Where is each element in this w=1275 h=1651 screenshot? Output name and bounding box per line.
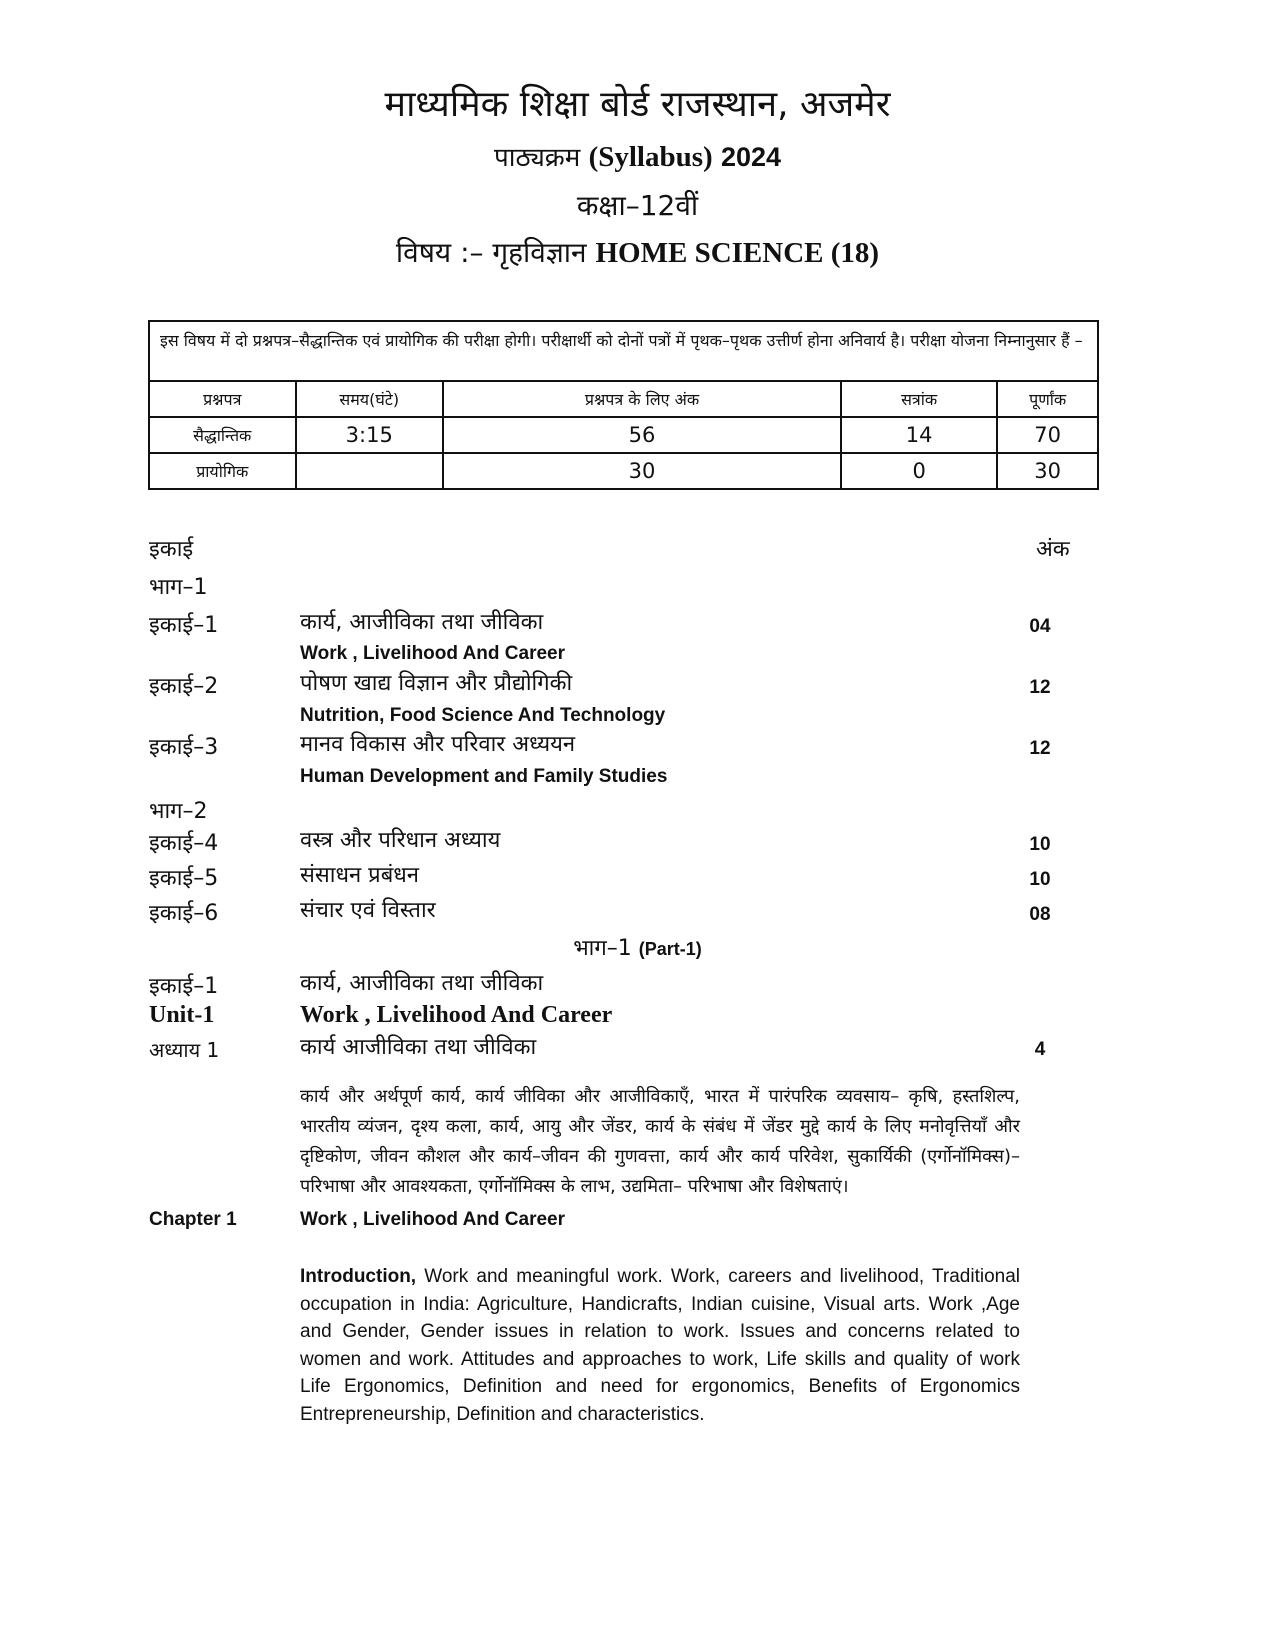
detail-unit-name-hi: कार्य, आजीविका तथा जीविका	[300, 971, 544, 996]
marks-col-label: अंक	[1036, 537, 1070, 562]
table-row	[150, 417, 1097, 453]
syllabus-year: 2024	[720, 142, 782, 172]
unit-2-marks: 12	[1029, 677, 1051, 698]
intro-label: Introduction,	[300, 1266, 417, 1287]
syllabus-title	[0, 138, 1275, 174]
exam-scheme-box	[148, 320, 1099, 490]
intro-text: Work and meaningful work. Work, careers and livelihood, Traditional occupation in India: Agriculture, Handicrafts, Indian cuisine, Visual arts. Work ,Age and Gender, Gender issues in relation to work. Issues and concerns related to women and work. Attitudes and approaches to work, Life skills and quality of work Life Ergonomics, Definition and need for ergonomics, Benefits of Ergonomics Entrepreneurship, Definition and characteristics.	[300, 1266, 1020, 1425]
exam-note: इस विषय में दो प्रश्नपत्र–सैद्धान्तिक एवं प्रायोगिक की परीक्षा होगी। परीक्षार्थी को दोनों पत्रों में पृथक–पृथक उत्तीर्ण होना अनिवार्य है। परीक्षा योजना निम्नानुसार हैं –	[150, 322, 1097, 382]
chapter-1-label-hi: अध्याय 1	[149, 1038, 220, 1062]
unit-6-code: इकाई–6	[149, 901, 219, 926]
col-sessional: सत्रांक	[841, 382, 997, 417]
subject-en: HOME SCIENCE (18)	[595, 237, 880, 269]
cell-paper-marks: 30	[443, 453, 841, 488]
unit-1-name-hi: कार्य, आजीविका तथा जीविका	[300, 610, 544, 635]
unit-2-name-hi: पोषण खाद्य विज्ञान और प्रौद्योगिकी	[300, 671, 573, 696]
unit-2-name-en: Nutrition, Food Science And Technology	[300, 705, 666, 726]
cell-sessional: 14	[841, 417, 997, 453]
unit-3-code: इकाई–3	[149, 735, 219, 760]
unit-1-code: इकाई–1	[149, 613, 219, 638]
unit-3-name-hi: मानव विकास और परिवार अध्ययन	[300, 732, 576, 757]
part-1-heading	[0, 932, 1275, 962]
class-title: कक्षा–12वीं	[576, 189, 699, 222]
unit-3-name-en: Human Development and Family Studies	[300, 766, 668, 787]
syllabus-en: (Syllabus)	[588, 141, 713, 173]
subject-hi: विषय :– गृहविज्ञान	[395, 236, 587, 269]
cell-paper-marks: 56	[443, 417, 841, 453]
part-1-heading-en: (Part-1)	[638, 939, 702, 959]
unit-2-code: इकाई–2	[149, 674, 219, 699]
unit-4-marks: 10	[1029, 834, 1051, 855]
chapter-1-name-en: Work , Livelihood And Career	[300, 1209, 565, 1230]
subject-title	[0, 233, 1275, 271]
unit-1-name-en: Work , Livelihood And Career	[300, 643, 565, 664]
unit-3-marks: 12	[1029, 738, 1051, 759]
cell-paper: प्रायोगिक	[150, 453, 296, 488]
units-col-label: इकाई	[149, 537, 194, 562]
unit-5-code: इकाई–5	[149, 866, 219, 891]
unit-6-marks: 08	[1029, 904, 1051, 925]
cell-time	[296, 453, 444, 488]
unit-4-code: इकाई–4	[149, 831, 219, 856]
detail-unit-code-hi: इकाई–1	[149, 974, 219, 999]
col-total: पूर्णांक	[997, 382, 1097, 417]
cell-total: 70	[997, 417, 1097, 453]
chapter-1-marks: 4	[1034, 1039, 1046, 1060]
chapter-1-description-hi: कार्य और अर्थपूर्ण कार्य, कार्य जीविका और आजीविकाएँ, भारत में पारंपरिक व्यवसाय– कृषि, हस्तशिल्प, भारतीय व्यंजन, दृश्य कला, कार्य, आयु और जेंडर, कार्य के संबंध में जेंडर मुद्दे कार्य के लिए मनोवृत्तियाँ और दृष्टिकोण, जीवन कौशल और कार्य–जीवन की गुणवत्ता, कार्य और कार्य परिवेश, सुकार्यिकी (एर्गोनॉमिक्स)–परिभाषा और आवश्यकता, एर्गोनॉमिक्स के लाभ, उद्यमिता– परिभाषा और विशेषताएं।	[300, 1086, 1020, 1197]
chapter-1-name-hi: कार्य आजीविका तथा जीविका	[300, 1035, 537, 1060]
detail-unit-code-en: Unit-1	[149, 1002, 215, 1028]
col-paper-marks: प्रश्नपत्र के लिए अंक	[443, 382, 841, 417]
table-row	[150, 453, 1097, 488]
col-time: समय(घंटे)	[296, 382, 444, 417]
cell-time: 3:15	[296, 417, 444, 453]
cell-sessional: 0	[841, 453, 997, 488]
col-paper: प्रश्नपत्र	[203, 390, 242, 409]
part-1-heading-hi: भाग–1	[573, 936, 632, 961]
part-1-label: भाग–1	[149, 575, 208, 600]
chapter-1-description-en	[300, 1263, 1020, 1428]
unit-6-name-hi: संचार एवं विस्तार	[300, 898, 436, 923]
unit-5-marks: 10	[1029, 869, 1051, 890]
unit-1-marks: 04	[1029, 616, 1051, 637]
cell-total: 30	[997, 453, 1097, 488]
unit-4-name-hi: वस्त्र और परिधान अध्याय	[300, 828, 501, 853]
cell-paper: सैद्धान्तिक	[150, 417, 296, 453]
exam-table-header	[150, 382, 1097, 417]
exam-table	[150, 382, 1097, 488]
part-2-label: भाग–2	[149, 799, 208, 824]
board-title: माध्यमिक शिक्षा बोर्ड राजस्थान, अजमेर	[384, 84, 891, 125]
unit-5-name-hi: संसाधन प्रबंधन	[300, 863, 419, 888]
syllabus-hi: पाठ्यक्रम	[493, 143, 581, 173]
detail-unit-name-en: Work , Livelihood And Career	[300, 1002, 613, 1028]
chapter-1-label-en: Chapter 1	[149, 1209, 237, 1230]
